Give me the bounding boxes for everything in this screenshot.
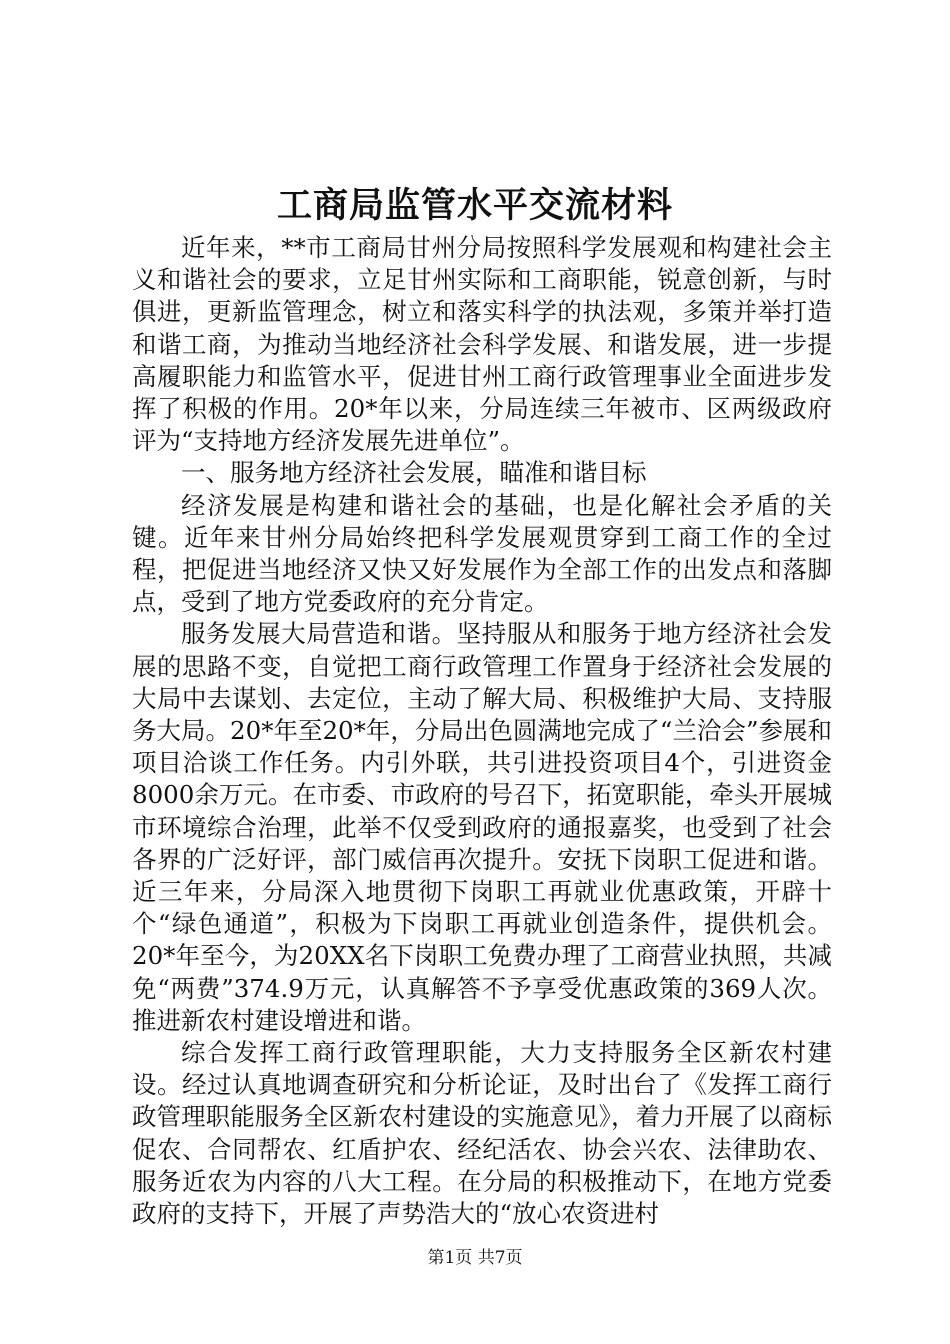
document-title: 工商局监管水平交流材料 <box>276 185 673 226</box>
paragraph-service-development: 服务发展大局营造和谐。坚持服从和服务于地方经济社会发展的思路不变，自觉把工商行政管理工作置身于经济社会发展的大局中去谋划、去定位，主动了解大局、积极维护大局、支持服务大局。20*年至20*年，分局出色圆满地完成了“兰洽会”参展和项目洽谈工作任务。内引外联，共引进投资项目4个，引进资金8000余万元。在市委、市政府的号召下，拓宽职能，牵头开展城市环境综合治理，此举不仅受到政府的通报嘉奖，也受到了社会各界的广泛好评，部门威信再次提升。安抚下岗职工促进和谐。近三年来，分局深入地贯彻下岗职工再就业优惠政策，开辟十个“绿色通道”，积极为下岗职工再就业创造条件，提供机会。20*年至今，为20XX名下岗职工免费办理了工商营业执照，共减免“两费”374.9万元，认真解答不予享受优惠政策的369人次。推进新农村建设增进和谐。 <box>132 619 832 1035</box>
paragraph-economy: 经济发展是构建和谐社会的基础，也是化解社会矛盾的关键。近年来甘州分局始终把科学发展观贯穿到工商工作的全过程，把促进当地经济又快又好发展作为全部工作的出发点和落脚点，受到了地方党委政府的充分肯定。 <box>132 490 832 617</box>
paragraph-rural-construction: 综合发挥工商行政管理职能，大力支持服务全区新农村建设。经过认真地调查研究和分析论证，及时出台了《发挥工商行政管理职能服务全区新农村建设的实施意见》，着力开展了以商标促农、合同帮农、红盾护农、经纪活农、协会兴农、法律助农、服务近农为内容的八大工程。在分局的积极推动下，在地方党委政府的支持下，开展了声势浩大的“放心农资进村 <box>132 1038 832 1229</box>
paragraph-intro: 近年来，**市工商局甘州分局按照科学发展观和构建社会主义和谐社会的要求，立足甘州实际和工商职能，锐意创新，与时俱进，更新监管理念，树立和落实科学的执法观，多策并举打造和谐工商，为推动当地经济社会科学发展、和谐发展，进一步提高履职能力和监管水平，促进甘州工商行政管理事业全面进步发挥了积极的作用。20*年以来，分局连续三年被市、区两级政府评为“支持地方经济发展先进单位”。 <box>132 233 832 456</box>
document-body <box>132 232 832 1230</box>
section-heading-1: 一、服务地方经济社会发展，瞄准和谐目标 <box>181 458 647 488</box>
page-footer: 第1页 共7页 <box>427 1248 523 1268</box>
